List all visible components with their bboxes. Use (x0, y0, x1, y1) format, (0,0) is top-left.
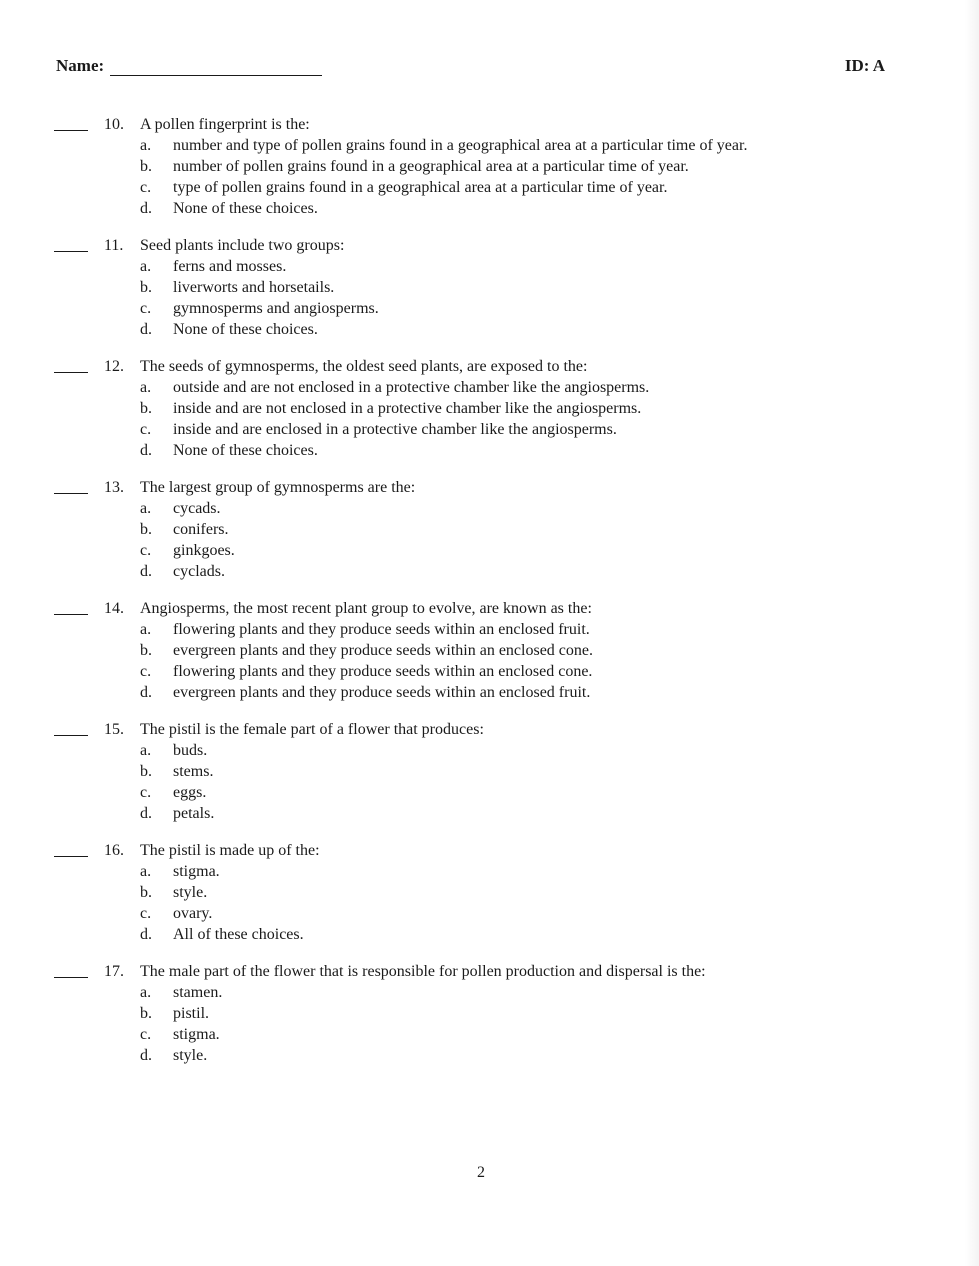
question-number: 14. (104, 600, 124, 617)
answer-choice (50, 156, 810, 177)
question-stem (50, 719, 810, 740)
answer-choice (50, 256, 810, 277)
question-item (50, 114, 810, 219)
choice-letter: d. (140, 200, 152, 217)
question-item (50, 840, 810, 945)
choice-text: buds. (173, 742, 208, 759)
choice-letter: d. (140, 926, 152, 943)
choice-letter: c. (140, 905, 152, 922)
choice-text: stamen. (173, 984, 223, 1001)
choice-letter: b. (140, 642, 152, 659)
choice-letter: d. (140, 1047, 152, 1064)
question-stem (50, 840, 810, 861)
choice-text: All of these choices. (173, 926, 304, 943)
answer-choice (50, 540, 810, 561)
question-text: The seeds of gymnosperms, the oldest seed plants, are exposed to the: (140, 358, 588, 375)
question-stem (50, 598, 810, 619)
choice-text: ovary. (173, 905, 213, 922)
choice-text: flowering plants and they produce seeds within an enclosed fruit. (173, 621, 590, 638)
question-text: Seed plants include two groups: (140, 237, 345, 254)
answer-choice (50, 1003, 810, 1024)
choice-letter: a. (140, 742, 152, 759)
answer-choice (50, 761, 810, 782)
answer-choice (50, 377, 810, 398)
answer-choice (50, 661, 810, 682)
choice-text: None of these choices. (173, 321, 318, 338)
question-stem (50, 356, 810, 377)
choice-text: stigma. (173, 1026, 220, 1043)
choice-text: None of these choices. (173, 200, 318, 217)
scan-edge-shadow (965, 0, 979, 1266)
choice-letter: b. (140, 400, 152, 417)
answer-choice (50, 640, 810, 661)
choice-letter: a. (140, 863, 152, 880)
choice-text: inside and are not enclosed in a protective chamber like the angiosperms. (173, 400, 642, 417)
choice-letter: b. (140, 279, 152, 296)
choice-text: inside and are enclosed in a protective chamber like the angiosperms. (173, 421, 617, 438)
question-list (50, 114, 810, 1082)
choice-text: stems. (173, 763, 214, 780)
answer-choice (50, 924, 810, 945)
answer-choice (50, 419, 810, 440)
choice-letter: b. (140, 763, 152, 780)
choice-letter: a. (140, 984, 152, 1001)
page-number: 2 (477, 1164, 485, 1181)
answer-choice (50, 619, 810, 640)
question-number: 10. (104, 116, 124, 133)
question-item (50, 356, 810, 461)
choice-text: ferns and mosses. (173, 258, 287, 275)
choice-letter: d. (140, 563, 152, 580)
answer-choice (50, 177, 810, 198)
question-stem (50, 961, 810, 982)
answer-choice (50, 682, 810, 703)
choice-text: style. (173, 884, 208, 901)
choice-text: cyclads. (173, 563, 225, 580)
answer-choice (50, 903, 810, 924)
choice-letter: d. (140, 805, 152, 822)
answer-choice (50, 135, 810, 156)
answer-choice (50, 1045, 810, 1066)
answer-blank[interactable] (54, 493, 88, 494)
name-label: Name: (56, 56, 105, 75)
question-number: 15. (104, 721, 124, 738)
question-number: 13. (104, 479, 124, 496)
answer-choice (50, 398, 810, 419)
question-item (50, 961, 810, 1066)
choice-letter: b. (140, 158, 152, 175)
choice-text: evergreen plants and they produce seeds within an enclosed cone. (173, 642, 593, 659)
choice-letter: b. (140, 521, 152, 538)
question-text: Angiosperms, the most recent plant group to evolve, are known as the: (140, 600, 592, 617)
choice-text: evergreen plants and they produce seeds within an enclosed fruit. (173, 684, 591, 701)
choice-text: conifers. (173, 521, 229, 538)
choice-letter: d. (140, 684, 152, 701)
answer-choice (50, 740, 810, 761)
choice-letter: c. (140, 300, 152, 317)
answer-choice (50, 440, 810, 461)
question-item (50, 477, 810, 582)
answer-choice (50, 861, 810, 882)
id-label: ID: A (844, 56, 885, 75)
name-field-line[interactable] (110, 75, 322, 76)
choice-text: number of pollen grains found in a geographical area at a particular time of year. (173, 158, 689, 175)
answer-choice (50, 198, 810, 219)
choice-letter: b. (140, 884, 152, 901)
choice-letter: c. (140, 421, 152, 438)
question-stem (50, 477, 810, 498)
choice-letter: a. (140, 379, 152, 396)
choice-text: flowering plants and they produce seeds within an enclosed cone. (173, 663, 593, 680)
answer-choice (50, 1024, 810, 1045)
answer-blank[interactable] (54, 735, 88, 736)
answer-choice (50, 782, 810, 803)
choice-letter: c. (140, 1026, 152, 1043)
choice-letter: b. (140, 1005, 152, 1022)
question-text: The pistil is the female part of a flower that produces: (140, 721, 484, 738)
choice-text: outside and are not enclosed in a protective chamber like the angiosperms. (173, 379, 650, 396)
choice-letter: d. (140, 442, 152, 459)
choice-text: style. (173, 1047, 208, 1064)
question-text: A pollen fingerprint is the: (140, 116, 310, 133)
question-text: The largest group of gymnosperms are the: (140, 479, 416, 496)
answer-choice (50, 982, 810, 1003)
answer-choice (50, 803, 810, 824)
answer-choice (50, 519, 810, 540)
question-number: 11. (104, 237, 124, 254)
answer-choice (50, 498, 810, 519)
question-number: 16. (104, 842, 124, 859)
choice-text: stigma. (173, 863, 220, 880)
answer-blank[interactable] (54, 251, 88, 252)
choice-letter: c. (140, 542, 152, 559)
question-stem (50, 114, 810, 135)
answer-choice (50, 298, 810, 319)
choice-letter: a. (140, 258, 152, 275)
choice-text: eggs. (173, 784, 207, 801)
answer-choice (50, 882, 810, 903)
answer-blank[interactable] (54, 977, 88, 978)
choice-text: petals. (173, 805, 215, 822)
choice-text: liverworts and horsetails. (173, 279, 335, 296)
answer-choice (50, 319, 810, 340)
choice-text: ginkgoes. (173, 542, 235, 559)
question-item (50, 598, 810, 703)
choice-text: number and type of pollen grains found in a geographical area at a particular time of year. (173, 137, 748, 154)
choice-text: gymnosperms and angiosperms. (173, 300, 379, 317)
choice-text: type of pollen grains found in a geographical area at a particular time of year. (173, 179, 668, 196)
answer-choice (50, 277, 810, 298)
question-number: 17. (104, 963, 124, 980)
page-header (56, 56, 885, 80)
answer-blank[interactable] (54, 372, 88, 373)
question-text: The male part of the flower that is responsible for pollen production and dispersal is the: (140, 963, 706, 980)
choice-letter: d. (140, 321, 152, 338)
choice-letter: c. (140, 663, 152, 680)
choice-text: pistil. (173, 1005, 210, 1022)
question-number: 12. (104, 358, 124, 375)
question-text: The pistil is made up of the: (140, 842, 320, 859)
answer-blank[interactable] (54, 614, 88, 615)
question-item (50, 719, 810, 824)
choice-text: None of these choices. (173, 442, 318, 459)
choice-text: cycads. (173, 500, 221, 517)
answer-choice (50, 561, 810, 582)
question-stem (50, 235, 810, 256)
choice-letter: a. (140, 621, 152, 638)
choice-letter: a. (140, 137, 152, 154)
choice-letter: c. (140, 179, 152, 196)
choice-letter: c. (140, 784, 152, 801)
choice-letter: a. (140, 500, 152, 517)
answer-blank[interactable] (54, 130, 88, 131)
question-item (50, 235, 810, 340)
answer-blank[interactable] (54, 856, 88, 857)
